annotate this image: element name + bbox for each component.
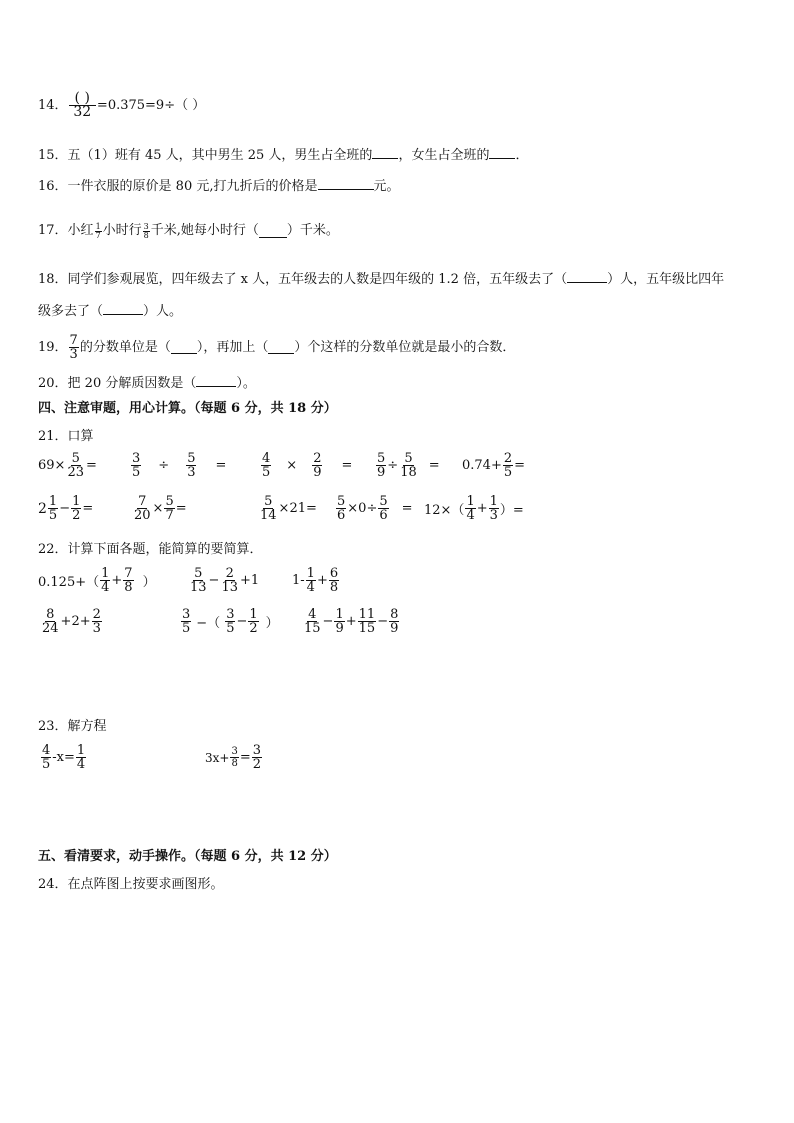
question-21-title: 21．口算 xyxy=(38,429,94,444)
answer-blank[interactable] xyxy=(103,302,143,315)
answer-blank[interactable] xyxy=(268,341,294,354)
question-23-title: 23．解方程 xyxy=(38,719,107,734)
q21-expr-8: $\frac{5}{14}$ ×21= xyxy=(260,494,317,523)
question-17: 17． 小红 $\frac{1}{7}$ 小时行 $\frac{3}{8}$ 千米,她每小时行（ ）千米。 xyxy=(38,221,339,240)
answer-blank[interactable] xyxy=(318,177,374,190)
q22-expr-6: $\frac{4}{15}$ − $\frac{1}{9}$ + $\frac{11}{15}$ − $\frac{8}{9}$ xyxy=(304,607,399,636)
q21-expr-6: 2 $\frac{1}{5}$ − $\frac{1}{2}$ = xyxy=(38,494,94,523)
question-15: 15．五（1）班有 45 人，其中男生 25 人，男生占全班的 ，女生占全班的 ． xyxy=(38,148,529,163)
question-20: 20．把 20 分解质因数是（ ）。 xyxy=(38,376,256,391)
question-24: 24．在点阵图上按要求画图形。 xyxy=(38,877,224,892)
answer-blank[interactable] xyxy=(196,374,236,387)
answer-blank[interactable] xyxy=(171,341,197,354)
answer-blank[interactable] xyxy=(259,225,287,238)
q22-expr-4: $\frac{8}{24}$ +2+ $\frac{2}{3}$ xyxy=(42,607,101,636)
question-16: 16．一件衣服的原价是 80 元,打九折后的价格是 元。 xyxy=(38,179,400,194)
q21-expr-4: $\frac{5}{9}$ ÷ $\frac{5}{18}$ = xyxy=(377,451,440,480)
answer-blank[interactable] xyxy=(372,146,398,159)
q22-expr-3: 1- $\frac{1}{4}$ + $\frac{6}{8}$ xyxy=(292,566,339,595)
question-18: 18．同学们参观展览，四年级去了 x 人，五年级去的人数是四年级的 1.2 倍，五年级去了（ ）人，五年级比四年 xyxy=(38,272,725,287)
fraction: $\frac{( )}{32}$ xyxy=(69,92,96,119)
q21-expr-3: $\frac{4}{5}$ × $\frac{2}{9}$ = xyxy=(262,451,353,480)
fraction: $\frac{1}{7}$ xyxy=(95,221,101,240)
q21-expr-2: $\frac{3}{5}$ ÷ $\frac{5}{3}$ = xyxy=(132,451,227,480)
q21-expr-10: 12×（ $\frac{1}{4}$ + $\frac{1}{3}$ ）= xyxy=(424,494,524,523)
q21-expr-1: 69× $\frac{5}{23}$ = xyxy=(38,451,97,480)
q21-expr-9: $\frac{5}{6}$ ×0÷ $\frac{5}{6}$ = xyxy=(337,494,413,523)
q23-equation-2: 3x+ $\frac{3}{8}$ = $\frac{3}{2}$ xyxy=(205,743,262,772)
section-5-heading: 五、看清要求，动手操作。（每题 6 分，共 12 分） xyxy=(38,849,337,864)
section-4-heading: 四、注意审题，用心计算。（每题 6 分，共 18 分） xyxy=(38,401,337,416)
q22-expr-1: 0.125+（ $\frac{1}{4}$ + $\frac{7}{8}$ ） xyxy=(38,566,156,595)
q23-equation-1: $\frac{4}{5}$ -x= $\frac{1}{4}$ xyxy=(42,743,86,772)
question-18-continued: 级多去了（ ）人。 xyxy=(38,304,183,319)
answer-blank[interactable] xyxy=(489,146,515,159)
question-14 xyxy=(38,92,205,119)
fraction: $\frac{7}{3}$ xyxy=(69,333,78,362)
question-number: 14． xyxy=(38,97,68,113)
fraction: $\frac{3}{8}$ xyxy=(143,221,149,240)
question-19: 19． $\frac{7}{3}$ 的分数单位是（ ），再加上（ ）个这样的分数单位就是最小的合数． xyxy=(38,333,516,362)
q22-expr-5: $\frac{3}{5}$ −（ $\frac{3}{5}$ − $\frac{1}{2}$ ） xyxy=(182,607,279,636)
answer-blank[interactable] xyxy=(567,270,607,283)
q21-expr-7: $\frac{7}{20}$ × $\frac{5}{7}$ = xyxy=(134,494,187,523)
question-text: =0.375=9÷（ ） xyxy=(96,97,206,113)
question-22-title: 22．计算下面各题，能简算的要简算． xyxy=(38,542,263,557)
q22-expr-2: $\frac{5}{13}$ − $\frac{2}{13}$ +1 xyxy=(190,566,260,595)
q21-expr-5: 0.74+ $\frac{2}{5}$ = xyxy=(462,451,526,480)
